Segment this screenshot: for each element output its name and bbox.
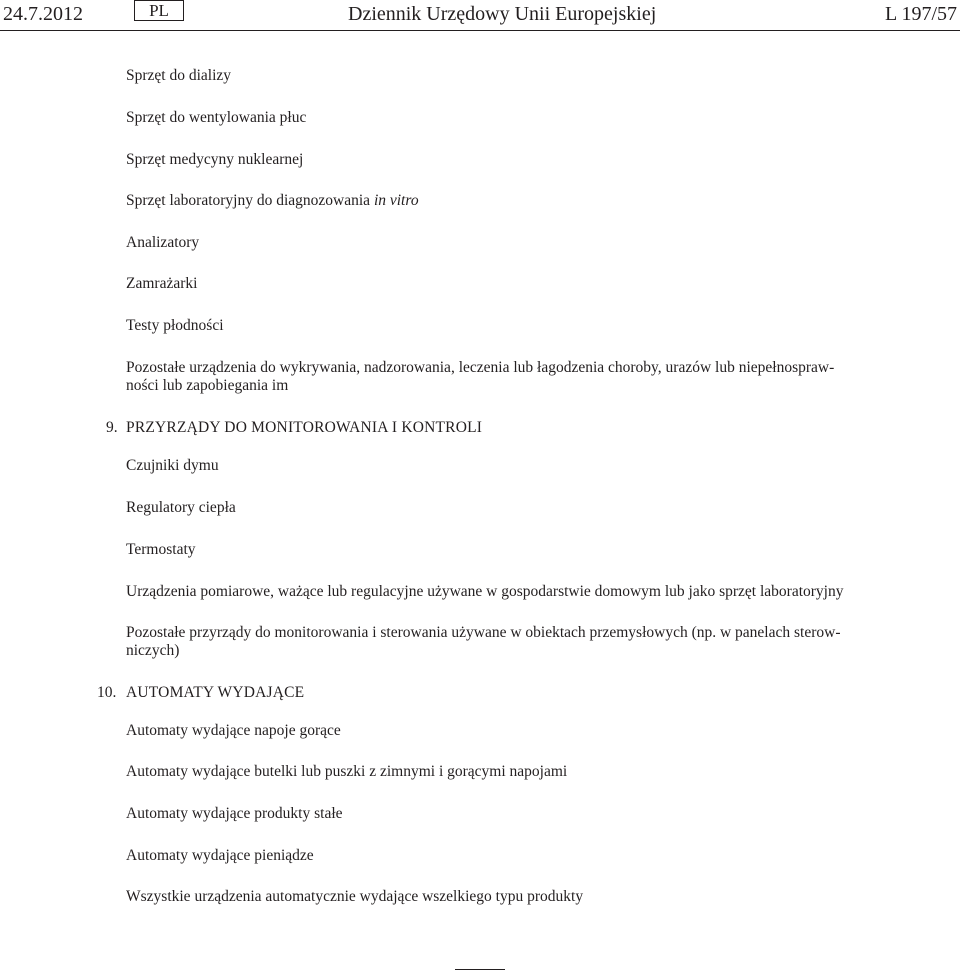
list-item: Zamrażarki (126, 275, 198, 292)
list-item: Testy płodności (126, 317, 224, 334)
list-item: Wszystkie urządzenia automatycznie wydające wszelkiego typu produkty (126, 888, 584, 905)
list-item-in-vitro (126, 191, 419, 211)
list-item: Sprzęt do dializy (126, 67, 232, 84)
header-rule (0, 30, 960, 31)
list-item-line2: ności lub zapobiegania im (126, 377, 289, 394)
list-item: Termostaty (126, 541, 196, 558)
section-number: 10. (97, 684, 117, 701)
italic-term: in vitro (373, 192, 419, 209)
list-item: Automaty wydające butelki lub puszki z zimnymi i gorącymi napojami (126, 763, 568, 780)
journal-title: Dziennik Urzędowy Unii Europejskiej (348, 3, 657, 25)
footer-rule (455, 969, 505, 970)
list-item: Analizatory (126, 234, 200, 251)
list-item: Automaty wydające napoje gorące (126, 722, 341, 739)
list-item: Sprzęt medycyny nuklearnej (126, 151, 304, 168)
list-item-line2: niczych) (126, 642, 180, 659)
list-item: Sprzęt do wentylowania płuc (126, 109, 307, 126)
list-item-line1: Pozostałe urządzenia do wykrywania, nadzorowania, leczenia lub łagodzenia choroby, urazów lub niepełnospraw- (126, 359, 835, 376)
list-item: Czujniki dymu (126, 457, 219, 474)
language-badge: PL (134, 0, 184, 21)
list-item: Urządzenia pomiarowe, ważące lub regulacyjne używane w gospodarstwie domowym lub jako sprzęt laboratoryjny (126, 583, 844, 600)
section-number: 9. (106, 419, 118, 436)
list-item-line1: Pozostałe przyrządy do monitorowania i sterowania używane w obiektach przemysłowych (np. w panelach sterow- (126, 624, 841, 641)
list-item-text: Sprzęt laboratoryjny do diagnozowania (126, 192, 374, 209)
section-heading: AUTOMATY WYDAJĄCE (126, 684, 305, 701)
list-item: Automaty wydające produkty stałe (126, 805, 343, 822)
page-header (0, 0, 960, 32)
section-heading: PRZYRZĄDY DO MONITOROWANIA I KONTROLI (126, 419, 483, 436)
list-item: Regulatory ciepła (126, 499, 236, 516)
list-item: Automaty wydające pieniądze (126, 847, 314, 864)
page-reference: L 197/57 (884, 3, 957, 25)
publication-date: 24.7.2012 (3, 3, 83, 25)
